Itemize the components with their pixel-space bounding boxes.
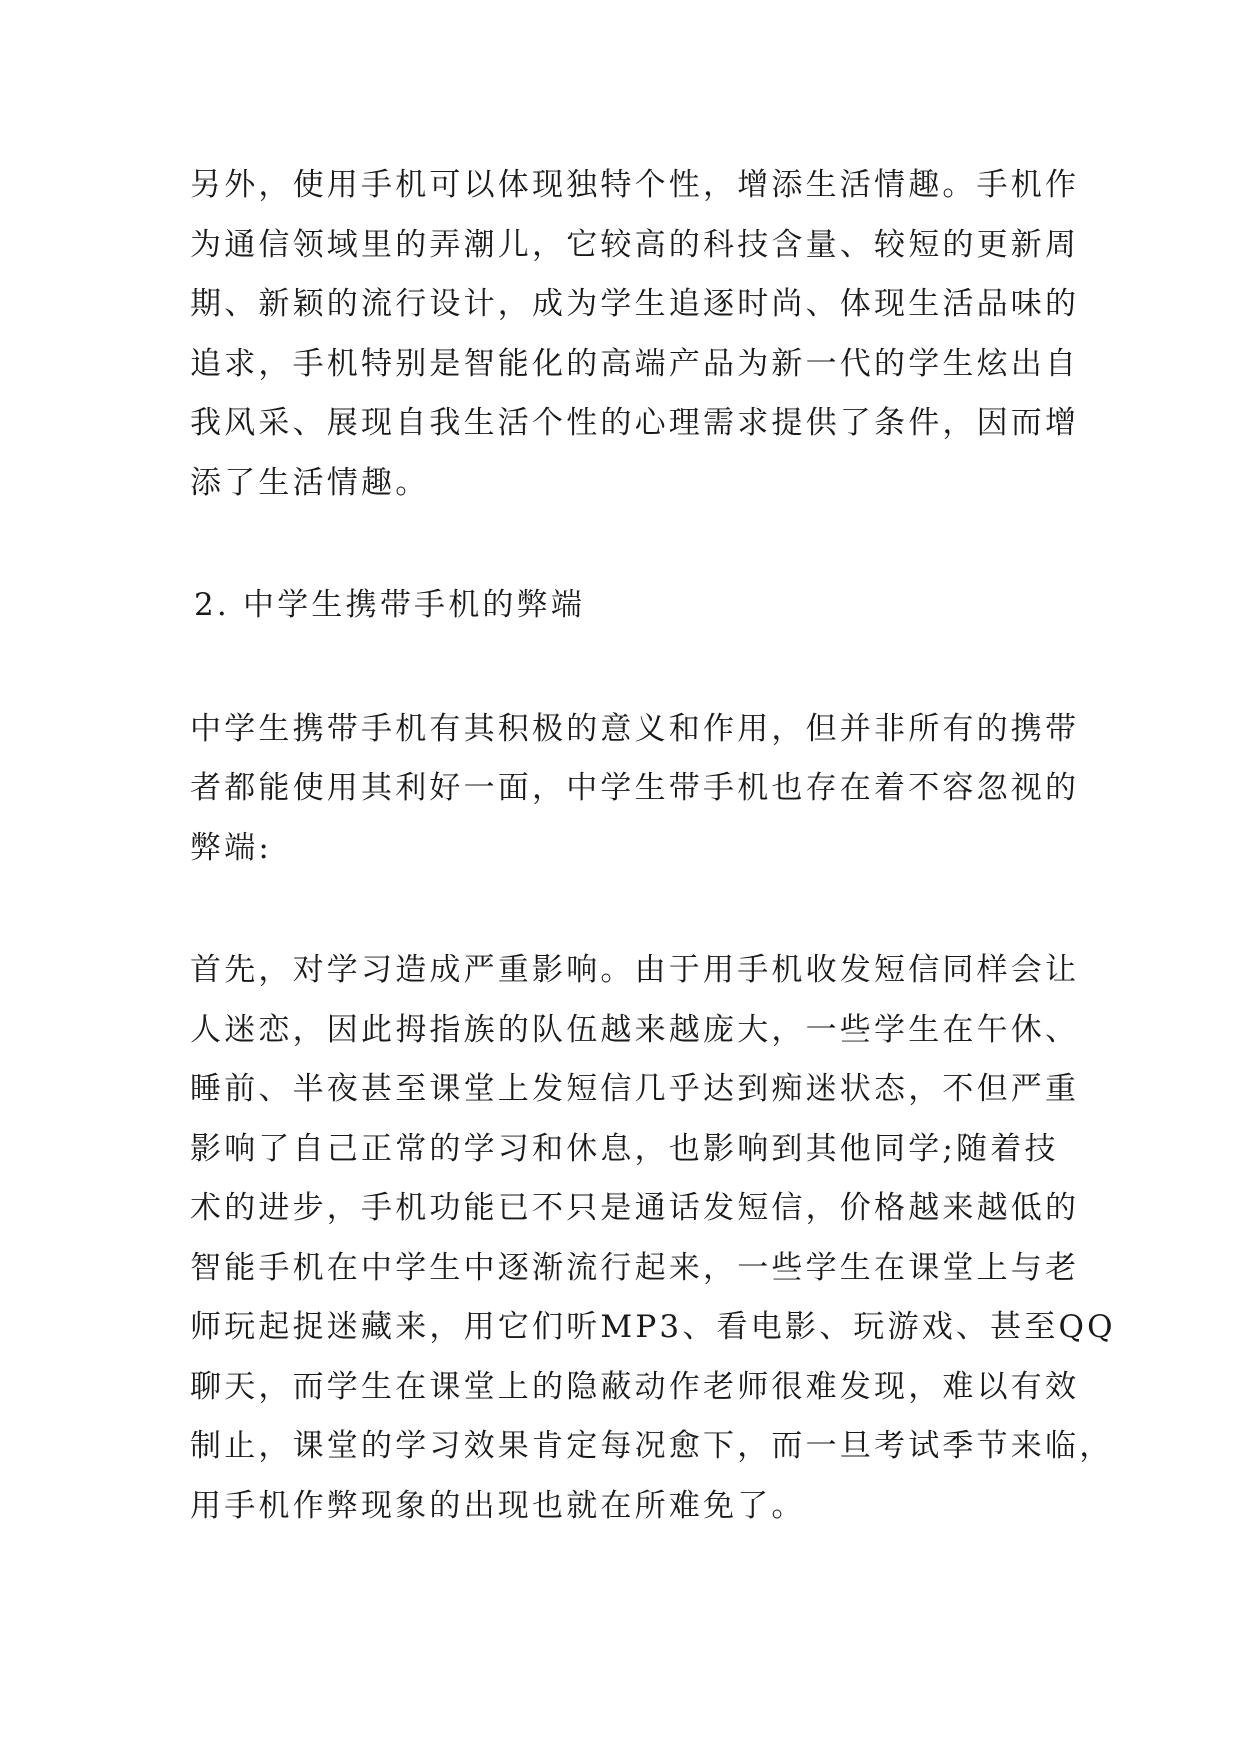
text-line: 首先，对学习造成严重影响。由于用手机收发短信同样会让 xyxy=(190,952,1080,988)
text-line: 影响了自己正常的学习和休息，也影响到其他同学;随着技 xyxy=(190,1130,1059,1167)
paragraph-disadvantages-intro xyxy=(190,700,1080,879)
text-line: 另外，使用手机可以体现独特个性，增添生活情趣。手机作 xyxy=(190,167,1080,203)
text-line: 追求，手机特别是智能化的高端产品为新一代的学生炫出自 xyxy=(190,345,1080,382)
text-line: 弊端: xyxy=(190,829,273,866)
text-line: 术的进步，手机功能已不只是通话发短信，价格越来越低的 xyxy=(190,1190,1080,1226)
text-line: 用手机作弊现象的出现也就在所难免了。 xyxy=(190,1487,806,1524)
text-line: 聊天，而学生在课堂上的隐蔽动作老师很难发现，难以有效 xyxy=(190,1368,1080,1405)
paragraph-personality xyxy=(190,156,1080,513)
text-line: 我风采、展现自我生活个性的心理需求提供了条件，因而增 xyxy=(190,405,1080,441)
text-line: 为通信领域里的弄潮儿，它较高的科技含量、较短的更新周 xyxy=(190,226,1080,263)
text-line: 期、新颖的流行设计，成为学生追逐时尚、体现生活品味的 xyxy=(190,286,1080,322)
text-line: 制止，课堂的学习效果肯定每况愈下，而一旦考试季节来临， xyxy=(190,1428,1114,1464)
text-line: 添了生活情趣。 xyxy=(190,464,430,501)
text-line: 智能手机在中学生中逐渐流行起来，一些学生在课堂上与老 xyxy=(190,1249,1080,1286)
section-heading: 2. 中学生携带手机的弊端 xyxy=(194,587,586,623)
text-line: 师玩起捉迷藏来，用它们听MP3、看电影、玩游戏、甚至QQ xyxy=(190,1309,1116,1345)
text-line: 睡前、半夜甚至课堂上发短信几乎达到痴迷状态，不但严重 xyxy=(190,1071,1080,1107)
text-line: 者都能使用其利好一面，中学生带手机也存在着不容忽视的 xyxy=(190,770,1080,806)
text-line: 人迷恋，因此拇指族的队伍越来越庞大，一些学生在午休、 xyxy=(190,1011,1080,1048)
document-body xyxy=(190,156,1116,1536)
paragraph-study-impact xyxy=(190,941,1116,1536)
text-line: 中学生携带手机有其积极的意义和作用，但并非所有的携带 xyxy=(190,710,1080,747)
